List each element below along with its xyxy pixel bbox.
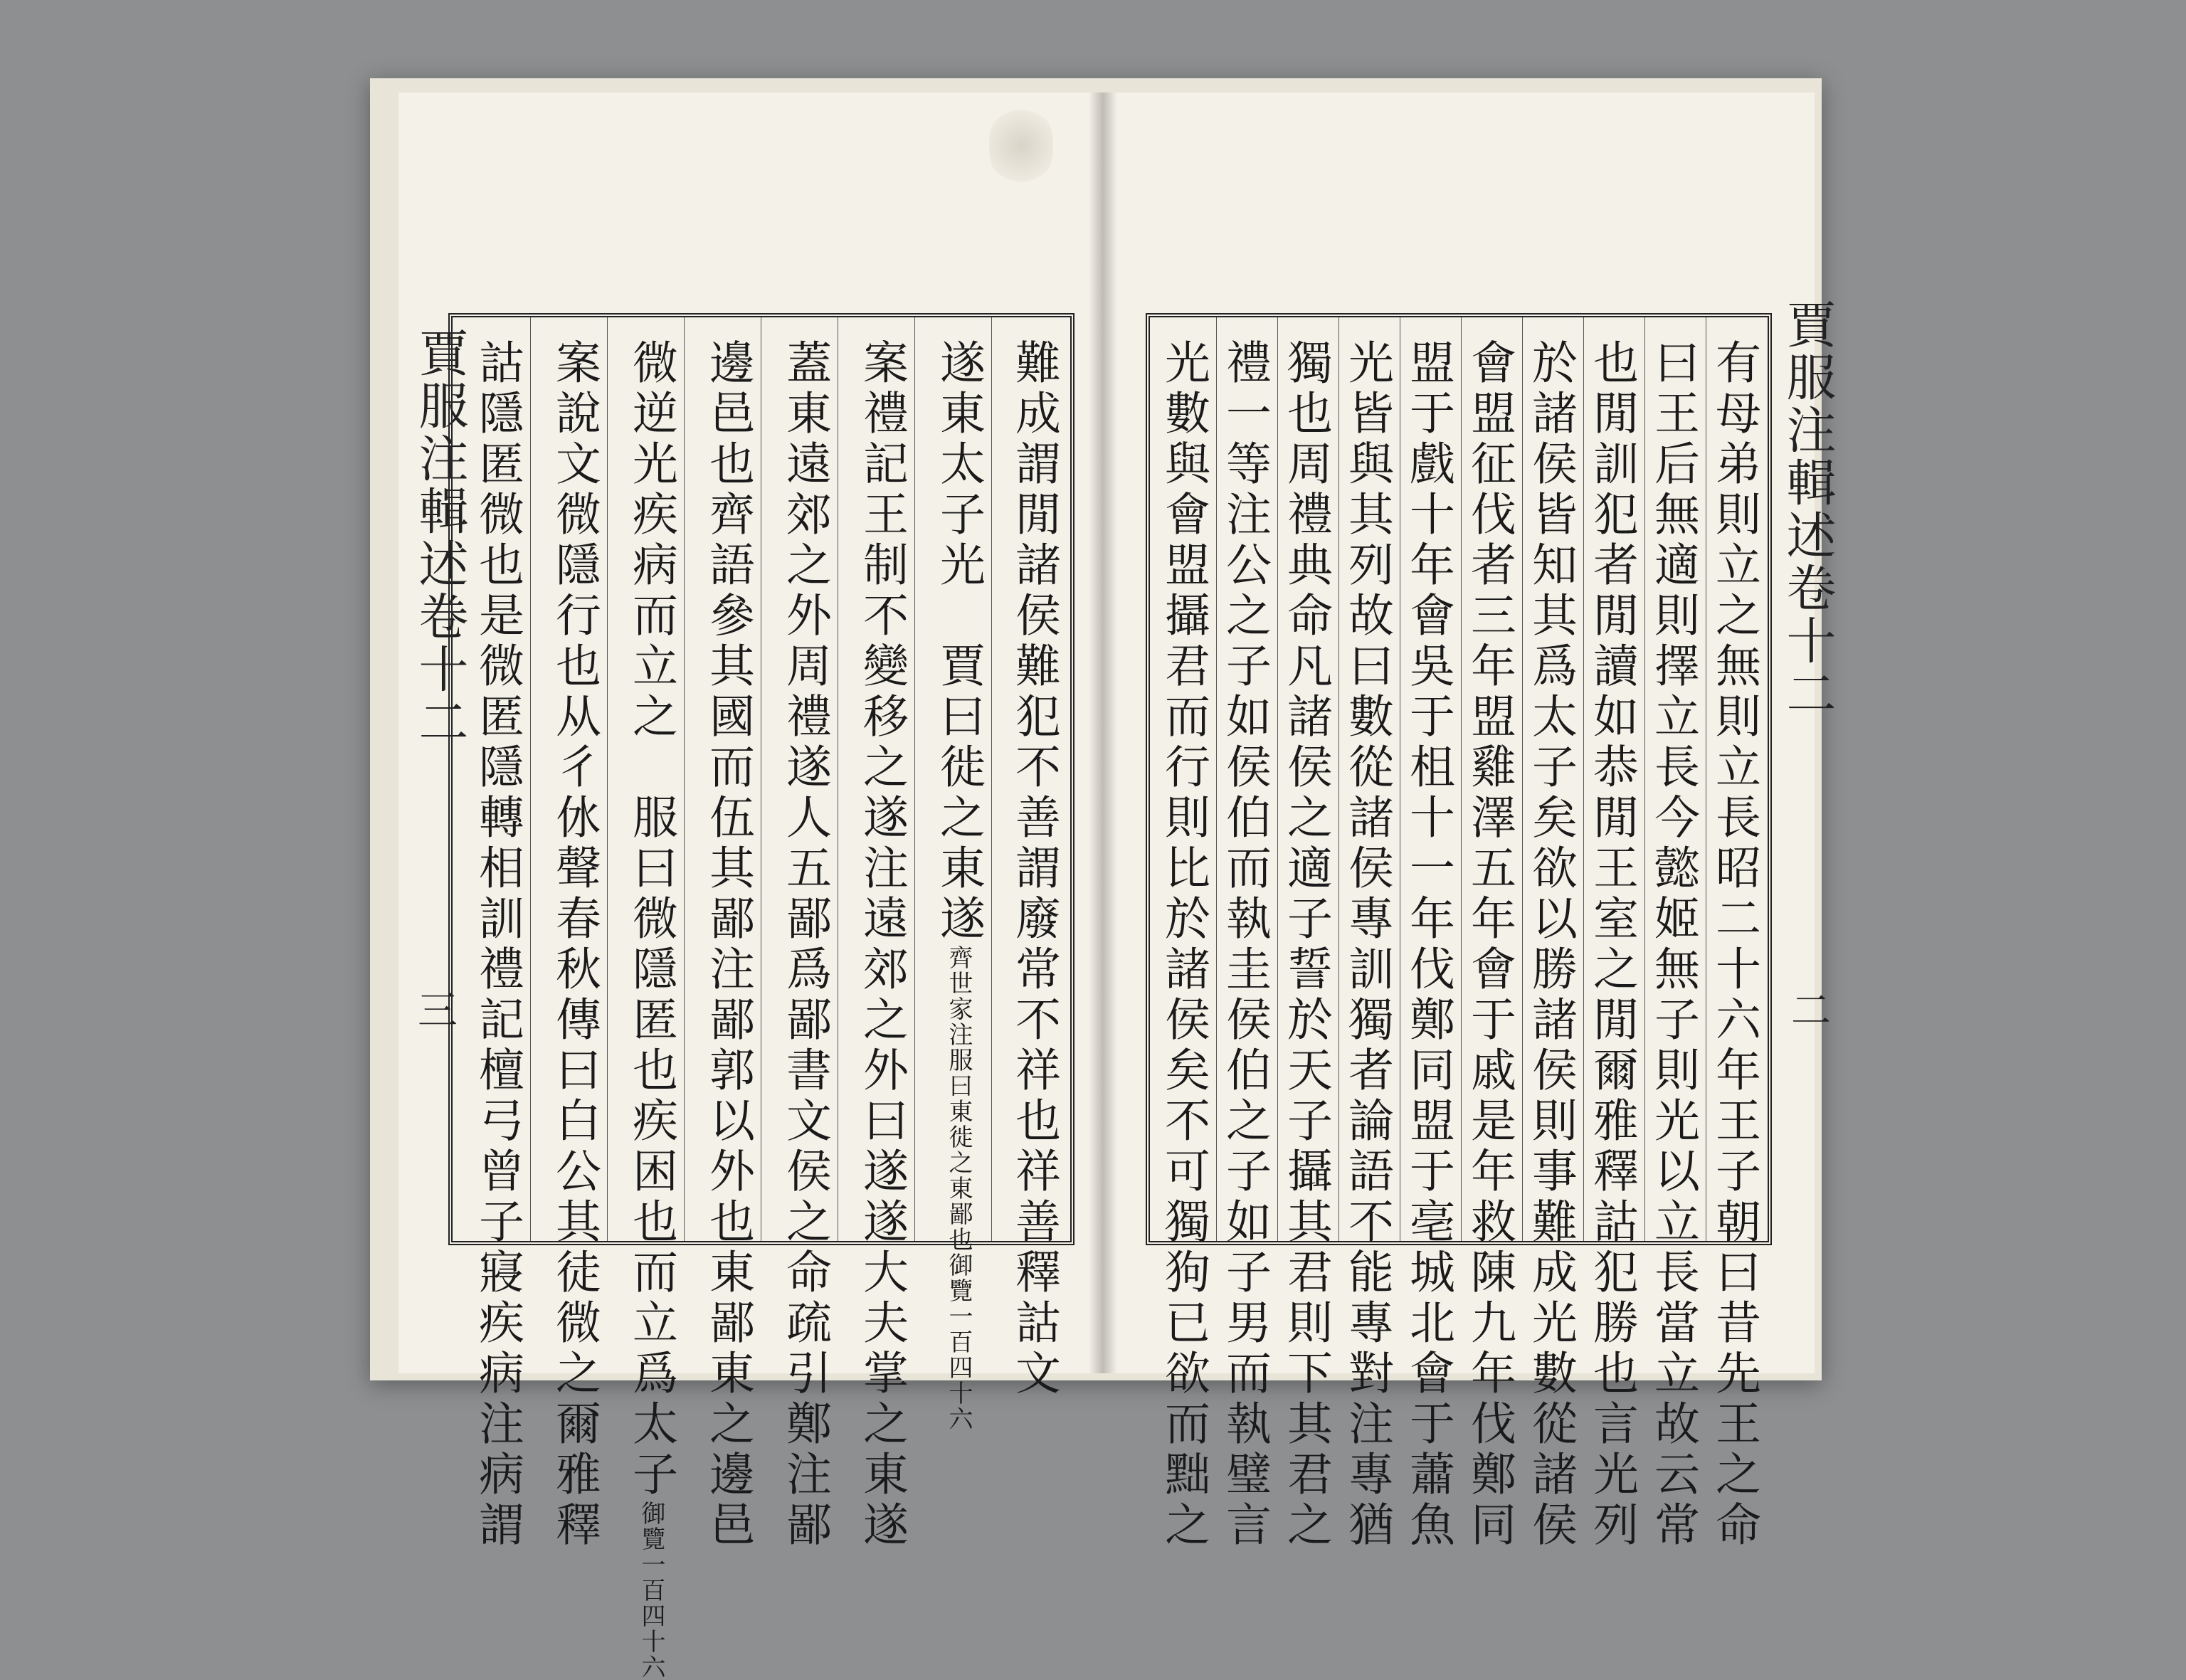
text-column: 案禮記王制不變移之遂注遠郊之外曰遂遂大夫掌之東遂 (855, 339, 908, 1551)
right-text-frame (1146, 313, 1772, 1551)
text-column: 禮一等注公之子如侯伯而執圭侯伯之子如子男而執璧言 (1218, 339, 1271, 1551)
text-column: 蓋東遠郊之外周禮遂人五鄙爲鄙書文侯之命疏引鄭注鄙 (778, 339, 831, 1551)
text-column: 會盟征伐者三年盟雞澤五年會于戚是年救陳九年伐鄭同 (1463, 339, 1516, 1551)
right-folio: 二 (1785, 989, 1831, 1029)
left-margin-title: 賈服注輯述卷十二 (411, 327, 469, 749)
right-page (1103, 93, 1837, 1551)
text-column: 光皆與其列故曰數從諸侯專訓獨者論語不能專對注專猶 (1341, 339, 1393, 1551)
text-column: 邊邑也齊語參其國而伍其鄙注鄙郭以外也東鄙東之邊邑 (702, 339, 754, 1551)
text-column: 獨也周禮典命凡諸侯之適子誓於天子攝其君則下其君之 (1279, 339, 1332, 1551)
text-column: 遂東太子光 賈曰徙之東遂齊世家注服曰東徙之東鄙也御覽一百四十六 (932, 339, 985, 1432)
left-folio: 三 (411, 989, 458, 1029)
text-column: 難成謂閒諸侯難犯不善謂廢常不祥也祥善釋詁文 (1008, 339, 1060, 1400)
open-book (370, 78, 1837, 1680)
left-text-frame (448, 313, 1074, 1680)
left-page (398, 93, 1103, 1680)
text-column: 有母弟則立之無則立長昭二十六年王子朝曰昔先王之命 (1708, 339, 1760, 1551)
right-margin-title: 賈服注輯述卷十二 (1778, 299, 1837, 720)
book-gutter (1089, 93, 1117, 1373)
text-column: 案說文微隱行也从彳㲻聲春秋傳曰白公其徒微之爾雅釋 (548, 339, 601, 1551)
text-column: 於諸侯皆知其爲太子矣欲以勝諸侯則事難成光數從諸侯 (1524, 339, 1577, 1551)
text-column: 曰王后無適則擇立長今懿姬無子則光以立長當立故云常 (1647, 339, 1699, 1551)
text-column: 也閒訓犯者閒讀如恭閒王室之閒爾雅釋詁犯勝也言光列 (1585, 339, 1638, 1551)
text-column: 盟于戲十年會吳于柤十一年伐鄭同盟于亳城北會于蕭魚 (1402, 339, 1454, 1551)
text-column: 微逆光疾病而立之 服曰微隱匿也疾困也而立爲太子御覽一百四十六 (625, 339, 677, 1680)
seal-stamp (989, 107, 1053, 185)
text-column: 詁隱匿微也是微匿隱轉相訓禮記檀弓曾子寢疾病注病謂 (471, 339, 524, 1551)
text-column: 光數與會盟攝君而行則比於諸侯矣不可獨狗已欲而黜之 (1157, 339, 1210, 1551)
